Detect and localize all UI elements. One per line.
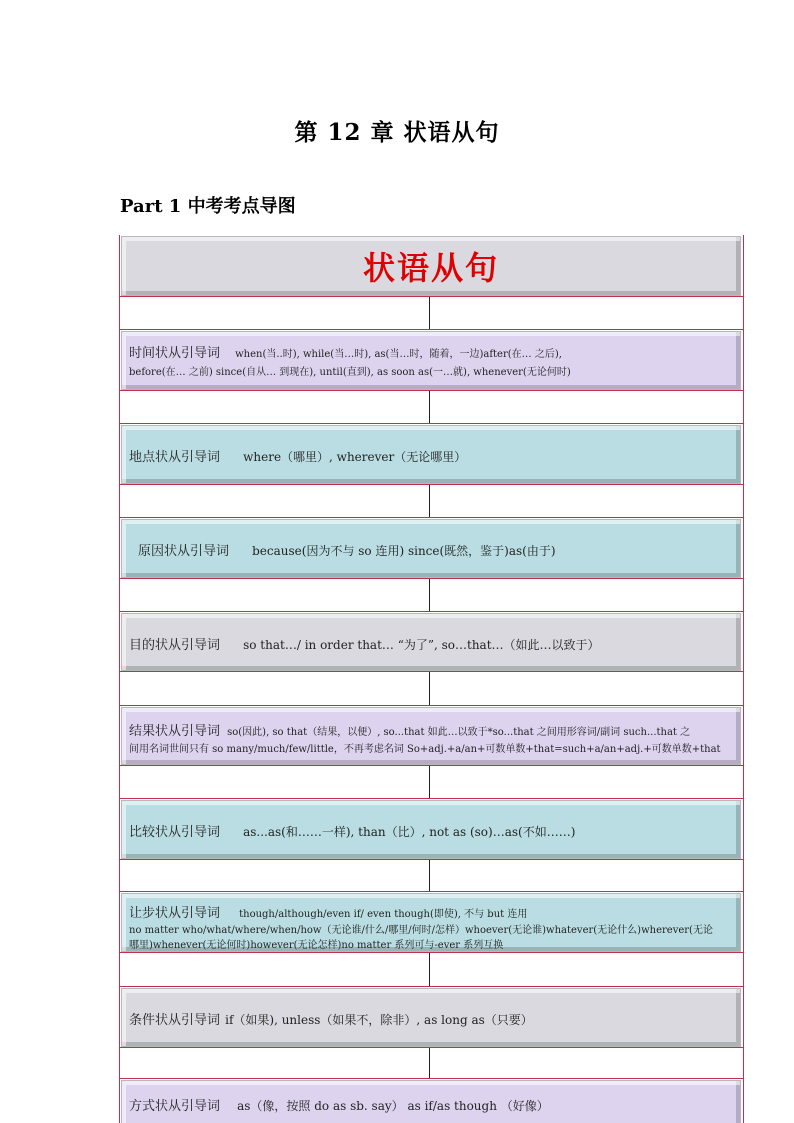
- node-manner-clause: [121, 1080, 741, 1123]
- conjunction-list: as...as(和……一样), than（比）, not as (so)…as(不如……): [243, 825, 576, 839]
- conjunction-list: where（哪里）, wherever（无论哪里）: [243, 450, 467, 464]
- category-label: 地点状从引导词: [129, 450, 221, 465]
- node-comparison-clause: [121, 800, 741, 859]
- node-condition-clause: [121, 988, 741, 1047]
- node-concession-clause: [121, 893, 741, 952]
- conjunction-list-cont: before(在… 之前) since(自从… 到现在), until(直到), as soon as(一…就), whenever(无论何时): [129, 367, 571, 378]
- conjunction-list-cont2: 哪里)whenever(无论何时)however(无论怎样)no matter 系列可与-ever 系列互换: [129, 940, 504, 951]
- conjunction-list: though/although/even if/ even though(即使), 不与 but 连用: [239, 909, 528, 920]
- conjunction-list: so that…/ in order that… “为了”, so…that…（如此…以致于）: [243, 638, 600, 652]
- category-label: 方式状从引导词: [129, 1099, 221, 1114]
- conjunction-list-cont: 间用名词世间只有 so many/much/few/little，不再考虑名词 So+adj.+a/an+可数单数+that=such+a/an+adj.+可数单数+that: [129, 744, 721, 755]
- conjunction-list: so(因此), so that（结果，以便）, so...that 如此…以致于*so...that 之间用形容词/副词 such...that 之: [227, 727, 691, 738]
- root-node: [121, 236, 741, 296]
- conjunction-list-cont: no matter who/what/where/when/how（无论谁/什么/哪里/何时/怎样）whoever(无论谁)whatever(无论什么)wherever(无论: [129, 925, 713, 936]
- mind-map-diagram: [119, 235, 744, 1123]
- chapter-title: 第 12 章 状语从句: [294, 119, 500, 146]
- category-label: 目的状从引导词: [129, 638, 221, 653]
- category-label: 结果状从引导词: [129, 724, 221, 739]
- conjunction-list: because(因为不与 so 连用) since(既然，鉴于)as(由于): [252, 544, 556, 558]
- category-label: 让步状从引导词: [129, 906, 221, 921]
- category-label: 时间状从引导词: [129, 346, 221, 361]
- conjunction-list: if（如果), unless（如果不，除非）, as long as（只要）: [225, 1013, 533, 1027]
- conjunction-list: as（像，按照 do as sb. say） as if/as though （好像）: [237, 1099, 549, 1113]
- root-label: 状语从句: [362, 249, 499, 287]
- node-purpose-clause: [121, 613, 741, 671]
- category-label: 条件状从引导词: [129, 1013, 221, 1028]
- node-time-clause: [121, 331, 741, 390]
- conjunction-list: when(当..时), while(当…时), as(当…时，随着，一边)after(在… 之后),: [235, 349, 562, 360]
- category-label: 原因状从引导词: [138, 544, 230, 559]
- node-place-clause: [121, 425, 741, 484]
- part-heading: Part 1 中考考点导图: [120, 196, 296, 217]
- node-result-clause: [121, 707, 741, 765]
- node-reason-clause: [121, 519, 741, 578]
- category-label: 比较状从引导词: [129, 825, 221, 840]
